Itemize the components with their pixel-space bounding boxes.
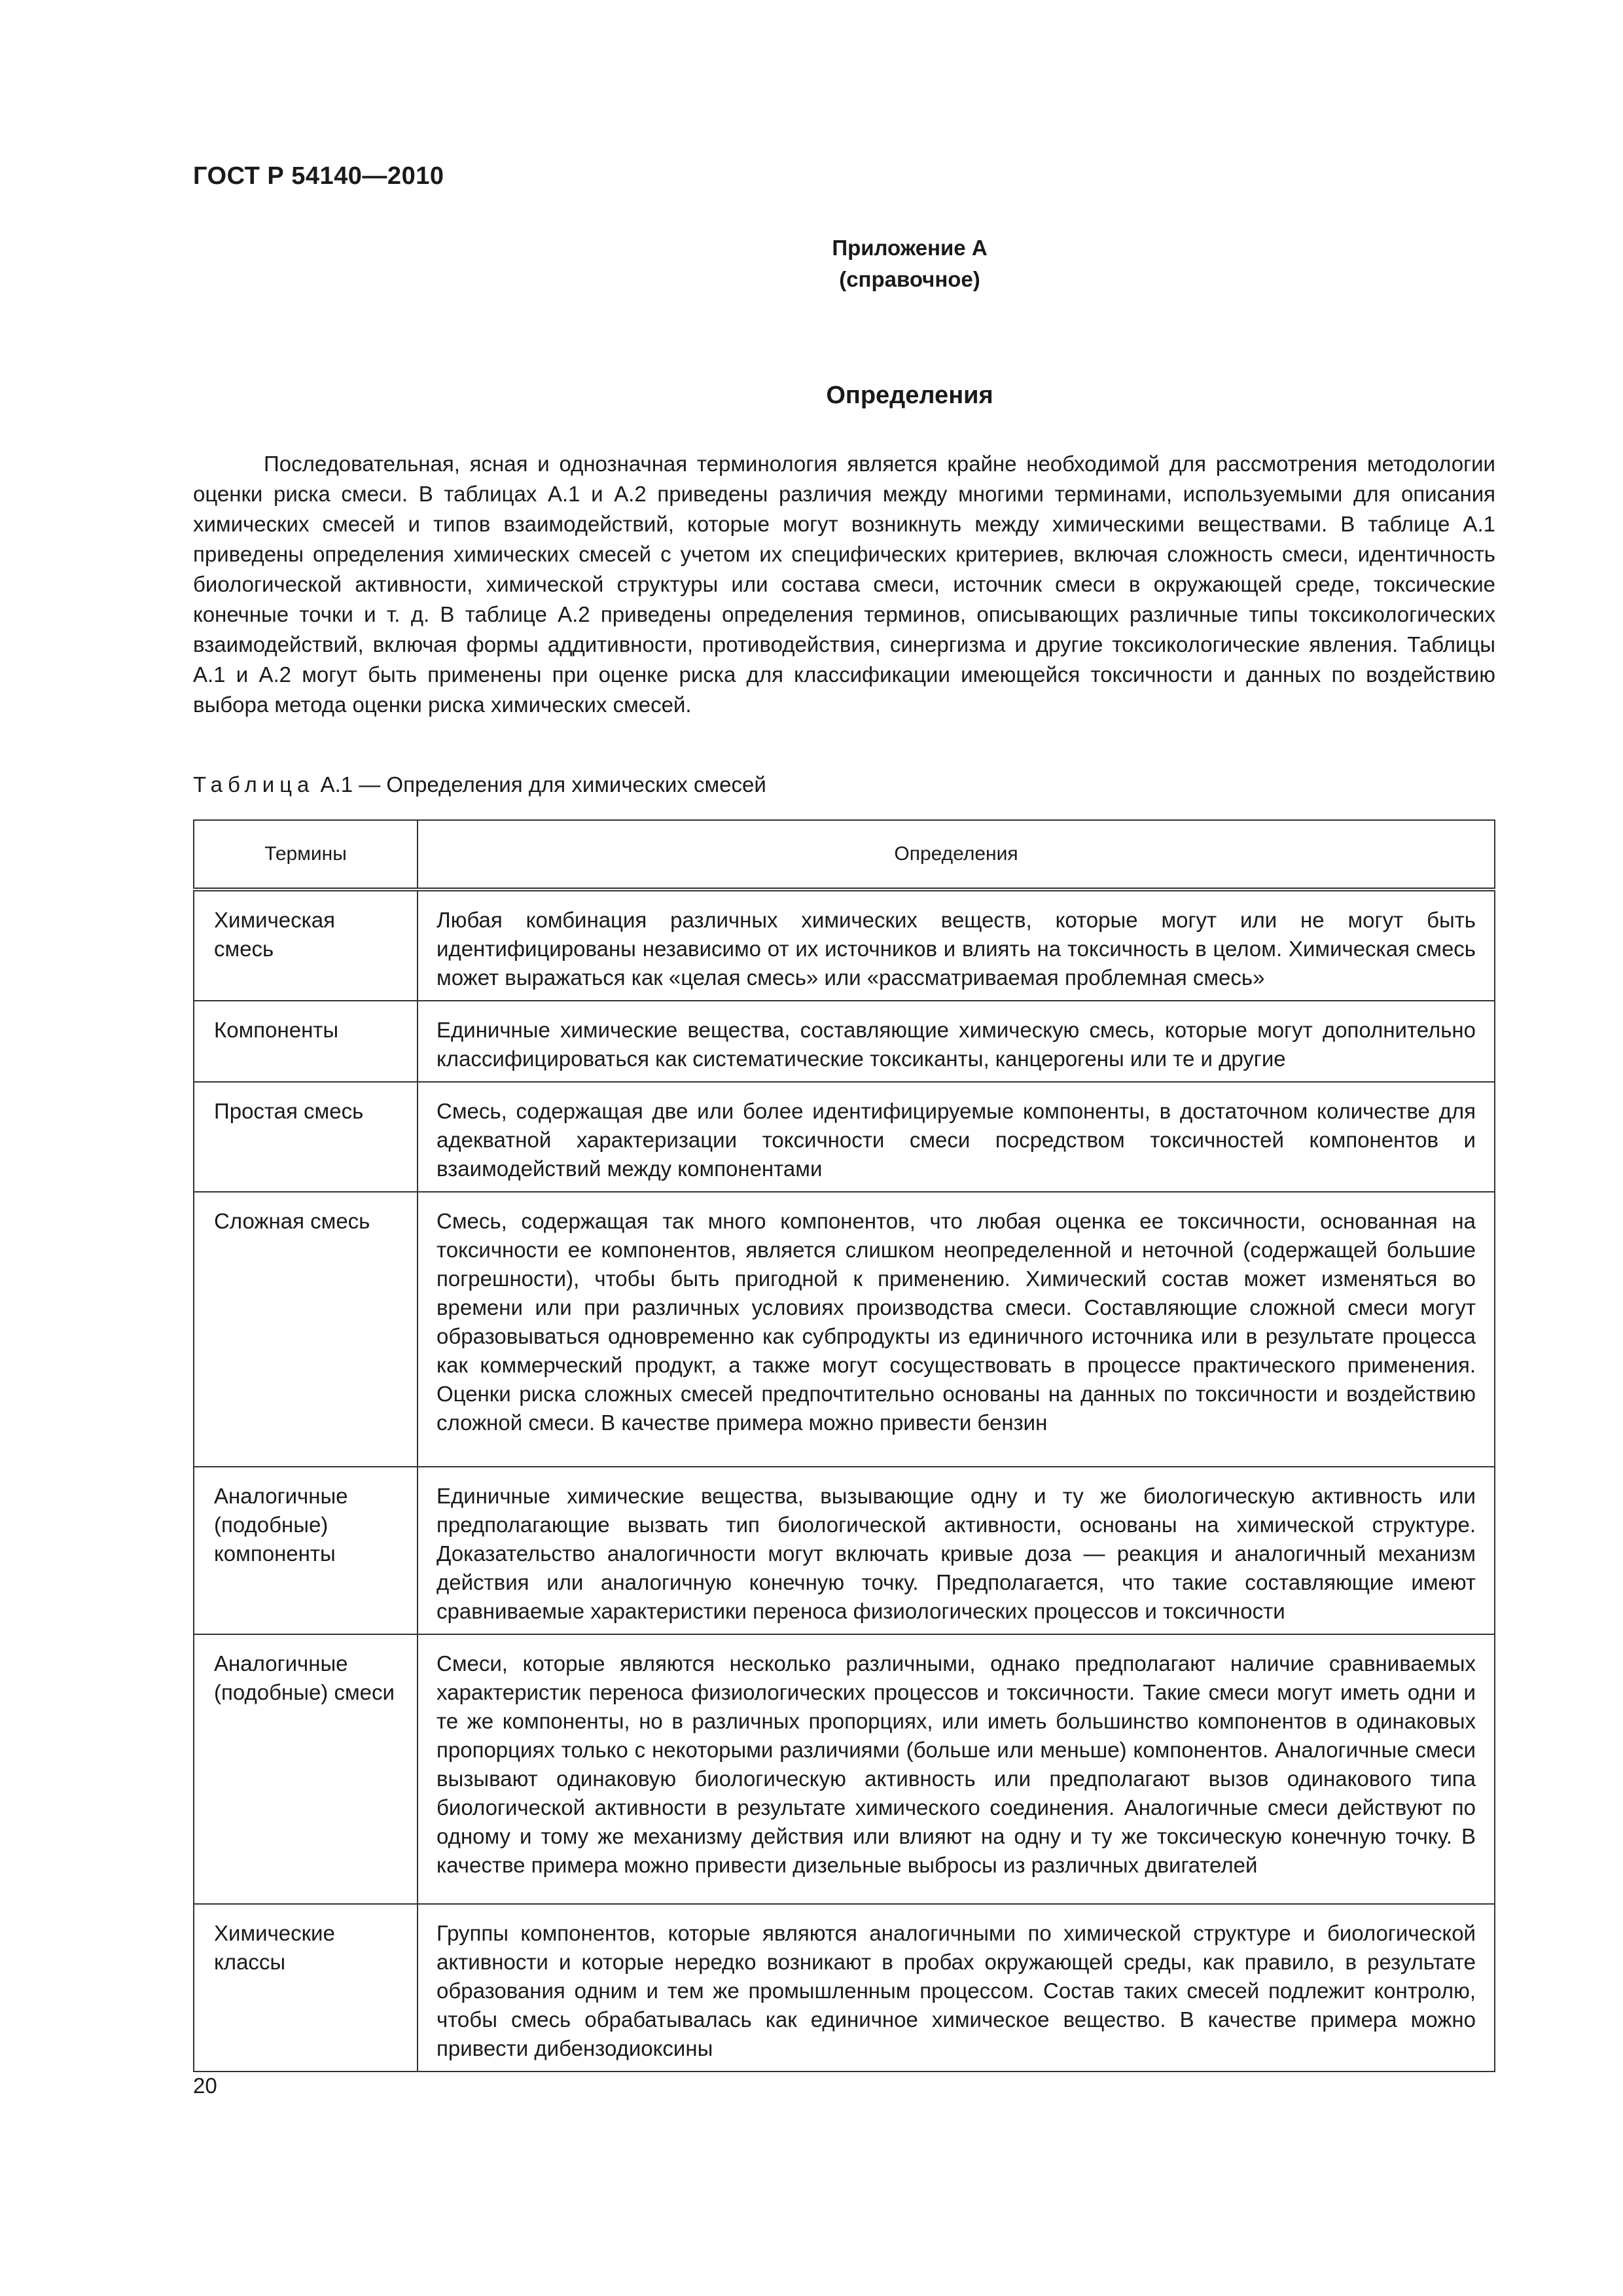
table-row xyxy=(194,889,1495,1001)
definitions-table xyxy=(193,819,1495,2072)
section-title: Определения xyxy=(826,382,993,409)
definition-cell: Смесь, содержащая две или более идентифицируемые компоненты, в достаточном количестве для адекватной характеризации токсичности смеси посредством токсичностей компонентов и взаимодействий между компонентами xyxy=(418,1082,1495,1192)
term-cell: Простая смесь xyxy=(194,1082,418,1192)
table-row xyxy=(194,1634,1495,1904)
definition-cell: Любая комбинация различных химических веществ, которые могут или не могут быть идентифицированы независимо от их источников и влиять на токсичность в целом. Химическая смесь может выражаться как «целая смесь» или «рассматриваемая проблемная смесь» xyxy=(418,889,1495,1001)
annex-title: Приложение А xyxy=(832,236,988,260)
table-row xyxy=(194,1904,1495,2072)
header-terms: Термины xyxy=(194,820,418,889)
intro-paragraph: Последовательная, ясная и однозначная терминология является крайне необходимой для рассмотрения методологии оценки риска смеси. В таблицах А.1 и А.2 приведены различия между многими терминами, используемыми для описания химических смесей и типов взаимодействий, которые могут возникнуть между химическими веществами. В таблице А.1 приведены определения химических смесей с учетом их специфических критериев, включая сложность смеси, идентичность биологической активности, химической структуры или состава смеси, источник смеси в окружающей среде, токсические конечные точки и т. д. В таблице А.2 приведены определения терминов, описывающих различные типы токсикологических взаимодействий, включая формы аддитивности, противодействия, синергизма и другие токсикологические явления. Таблицы А.1 и А.2 могут быть применены при оценке риска для классификации имеющейся токсичности и данных по воздействию выбора метода оценки риска химических смесей. xyxy=(193,452,1495,717)
definition-cell: Единичные химические вещества, вызывающие одну и ту же биологическую активность или предполагающие вызвать тип биологической активности, основаны на химической структуре. Доказательство аналогичности могут включать кривые доза — реакция и аналогичный механизм действия или аналогичную конечную точку. Предполагается, что такие составляющие имеют сравниваемые характеристики переноса физиологических процессов и токсичности xyxy=(418,1467,1495,1634)
term-cell: Химическая смесь xyxy=(194,889,418,1001)
document-id: ГОСТ Р 54140—2010 xyxy=(193,162,444,190)
term-cell: Аналогичные (подобные) компоненты xyxy=(194,1467,418,1634)
annex-heading xyxy=(0,232,1623,295)
term-cell: Компоненты xyxy=(194,1001,418,1082)
definition-cell: Смеси, которые являются несколько различными, однако предполагают наличие сравниваемых характеристик переноса физиологических процессов и токсичности. Такие смеси могут иметь одни и те же компоненты, но в различных пропорциях, или иметь большинство компонентов в одинаковых пропорциях только с некоторыми различиями (больше или меньше) компонентов. Аналогичные смеси вызывают одинаковую биологическую активность или предполагают вызов одинакового типа биологической активности в результате химического соединения. Аналогичные смеси действуют по одному и тому же механизму действия или влияют на одну и ту же токсическую конечную точку. В качестве примера можно привести дизельные выбросы из различных двигателей xyxy=(418,1634,1495,1904)
definition-cell: Смесь, содержащая так много компонентов, что любая оценка ее токсичности, основанная на токсичности ее компонентов, является слишком неопределенной и неточной (содержащей большие погрешности), чтобы быть пригодной к применению. Химический состав может изменяться во времени или при различных условиях производства смеси. Составляющие сложной смеси могут образовываться одновременно как субпродукты из единичного источника или в результате процесса как коммерческий продукт, а также могут сосуществовать в процессе практического применения. Оценки риска сложных смесей предпочтительно основаны на данных по токсичности и воздействию сложной смеси. В качестве примера можно привести бензин xyxy=(418,1192,1495,1467)
table-row xyxy=(194,1082,1495,1192)
table-caption-rest: А.1 — Определения для химических смесей xyxy=(314,772,766,797)
table-row xyxy=(194,1192,1495,1467)
table-caption xyxy=(193,772,766,797)
definition-cell: Единичные химические вещества, составляющие химическую смесь, которые могут дополнительно классифицироваться как систематические токсиканты, канцерогены или те и другие xyxy=(418,1001,1495,1082)
term-cell: Химические классы xyxy=(194,1904,418,2072)
header-definitions: Определения xyxy=(418,820,1495,889)
definition-cell: Группы компонентов, которые являются аналогичными по химической структуре и биологической активности и которые нередко возникают в пробах окружающей среды, как правило, в результате образования одним и тем же промышленным процессом. Состав таких смесей подлежит контролю, чтобы смесь обрабатывалась как единичное химическое вещество. В качестве примера можно привести дибензодиоксины xyxy=(418,1904,1495,2072)
term-cell: Сложная смесь xyxy=(194,1192,418,1467)
table-row xyxy=(194,1467,1495,1634)
table-row xyxy=(194,1001,1495,1082)
page-number: 20 xyxy=(193,2073,217,2098)
table-header-row xyxy=(194,820,1495,889)
term-cell: Аналогичные (подобные) смеси xyxy=(194,1634,418,1904)
table-caption-prefix: Таблица xyxy=(193,772,315,797)
annex-status: (справочное) xyxy=(839,267,980,291)
